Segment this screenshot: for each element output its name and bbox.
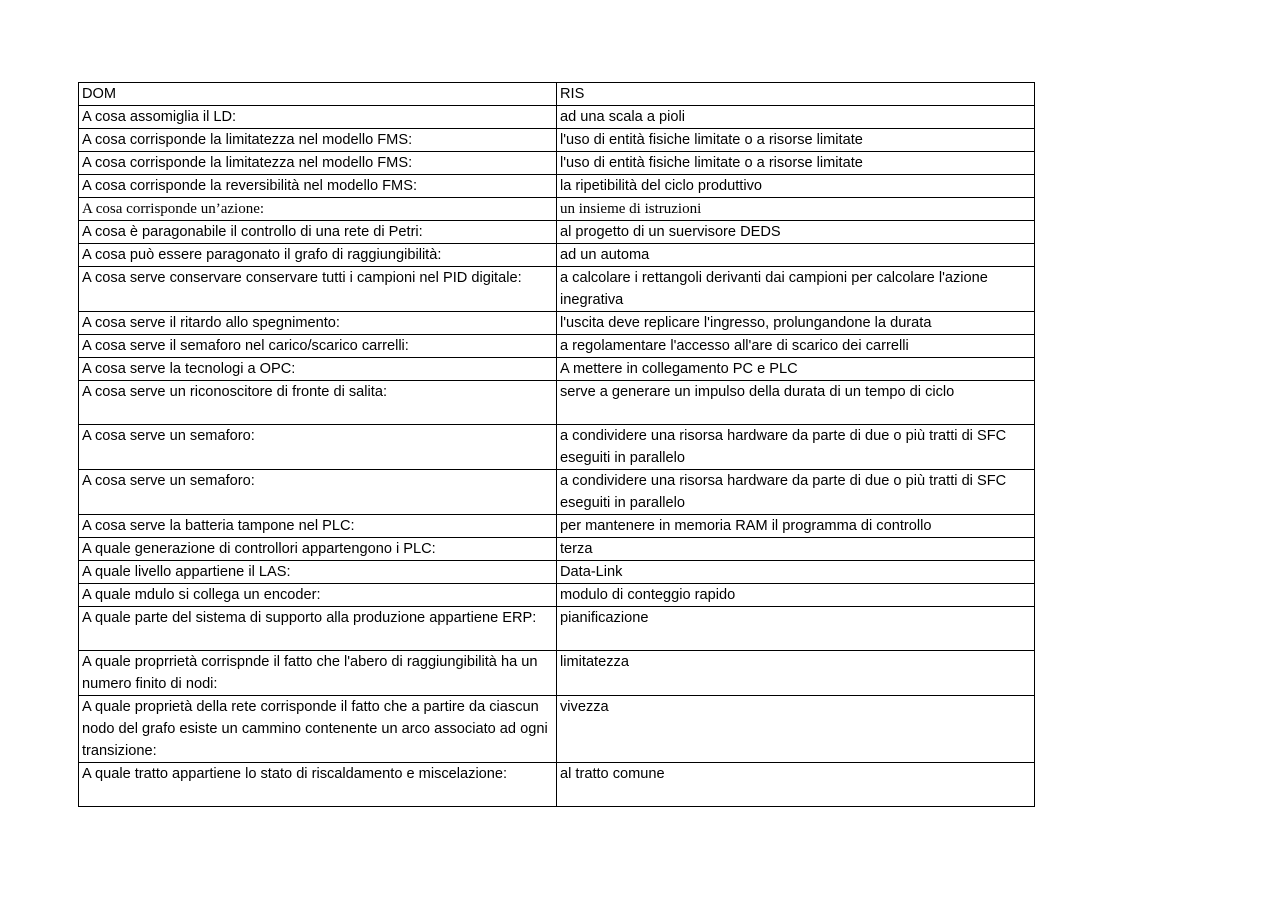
question-cell: A cosa serve un riconoscitore di fronte di salita:	[79, 381, 557, 425]
table-row	[79, 198, 1035, 221]
question-cell: A quale generazione di controllori appartengono i PLC:	[79, 538, 557, 561]
answer-cell: la ripetibilità del ciclo produttivo	[557, 175, 1035, 198]
question-cell: A quale proprrietà corrispnde il fatto che l'abero di raggiungibilità ha un numero finito di nodi:	[79, 651, 557, 696]
table-row	[79, 244, 1035, 267]
answer-cell: per mantenere in memoria RAM il programma di controllo	[557, 515, 1035, 538]
table-row	[79, 312, 1035, 335]
answer-cell: modulo di conteggio rapido	[557, 584, 1035, 607]
table-row	[79, 129, 1035, 152]
question-cell: A cosa serve la tecnologi a OPC:	[79, 358, 557, 381]
qa-table	[78, 82, 1035, 807]
table-row	[79, 425, 1035, 470]
header-ris: RIS	[557, 83, 1035, 106]
question-cell: A quale tratto appartiene lo stato di riscaldamento e miscelazione:	[79, 763, 557, 807]
answer-cell: ad un automa	[557, 244, 1035, 267]
question-cell: A cosa corrisponde la reversibilità nel modello FMS:	[79, 175, 557, 198]
question-cell: A cosa serve la batteria tampone nel PLC:	[79, 515, 557, 538]
answer-cell: l'uso di entità fisiche limitate o a risorse limitate	[557, 129, 1035, 152]
question-cell: A quale mdulo si collega un encoder:	[79, 584, 557, 607]
table-row	[79, 515, 1035, 538]
answer-cell: a calcolare i rettangoli derivanti dai campioni per calcolare l'azione inegrativa	[557, 267, 1035, 312]
table-row	[79, 561, 1035, 584]
answer-cell: un insieme di istruzioni	[557, 198, 1035, 221]
answer-cell: pianificazione	[557, 607, 1035, 651]
question-cell: A cosa serve un semaforo:	[79, 470, 557, 515]
table-row	[79, 358, 1035, 381]
answer-cell: vivezza	[557, 696, 1035, 763]
table-row	[79, 175, 1035, 198]
question-cell: A quale parte del sistema di supporto alla produzione appartiene ERP:	[79, 607, 557, 651]
table-row	[79, 335, 1035, 358]
answer-cell: A mettere in collegamento PC e PLC	[557, 358, 1035, 381]
table-row	[79, 152, 1035, 175]
question-cell: A cosa è paragonabile il controllo di una rete di Petri:	[79, 221, 557, 244]
question-cell: A cosa serve conservare conservare tutti i campioni nel PID digitale:	[79, 267, 557, 312]
table-row	[79, 106, 1035, 129]
question-cell: A cosa corrisponde la limitatezza nel modello FMS:	[79, 129, 557, 152]
answer-cell: al tratto comune	[557, 763, 1035, 807]
answer-cell: terza	[557, 538, 1035, 561]
answer-cell: serve a generare un impulso della durata di un tempo di ciclo	[557, 381, 1035, 425]
answer-cell: ad una scala a pioli	[557, 106, 1035, 129]
question-cell: A quale livello appartiene il LAS:	[79, 561, 557, 584]
answer-cell: Data-Link	[557, 561, 1035, 584]
answer-cell: l'uso di entità fisiche limitate o a risorse limitate	[557, 152, 1035, 175]
qa-table-body	[79, 83, 1035, 807]
question-cell: A cosa assomiglia il LD:	[79, 106, 557, 129]
header-row	[79, 83, 1035, 106]
question-cell: A cosa corrisponde la limitatezza nel modello FMS:	[79, 152, 557, 175]
answer-cell: al progetto di un suervisore DEDS	[557, 221, 1035, 244]
question-cell: A cosa può essere paragonato il grafo di raggiungibilità:	[79, 244, 557, 267]
question-cell: A cosa corrisponde un’azione:	[79, 198, 557, 221]
question-cell: A cosa serve il semaforo nel carico/scarico carrelli:	[79, 335, 557, 358]
table-row	[79, 267, 1035, 312]
table-row	[79, 651, 1035, 696]
table-row	[79, 538, 1035, 561]
answer-cell: limitatezza	[557, 651, 1035, 696]
table-row	[79, 381, 1035, 425]
table-row	[79, 607, 1035, 651]
question-cell: A quale proprietà della rete corrisponde il fatto che a partire da ciascun nodo del grafo esiste un cammino contenente un arco associato ad ogni transizione:	[79, 696, 557, 763]
table-row	[79, 696, 1035, 763]
table-row	[79, 221, 1035, 244]
question-cell: A cosa serve un semaforo:	[79, 425, 557, 470]
answer-cell: l'uscita deve replicare l'ingresso, prolungandone la durata	[557, 312, 1035, 335]
answer-cell: a regolamentare l'accesso all'are di scarico dei carrelli	[557, 335, 1035, 358]
table-row	[79, 470, 1035, 515]
table-row	[79, 763, 1035, 807]
header-dom: DOM	[79, 83, 557, 106]
table-row	[79, 584, 1035, 607]
answer-cell: a condividere una risorsa hardware da parte di due o più tratti di SFC eseguiti in parallelo	[557, 425, 1035, 470]
question-cell: A cosa serve il ritardo allo spegnimento:	[79, 312, 557, 335]
answer-cell: a condividere una risorsa hardware da parte di due o più tratti di SFC eseguiti in parallelo	[557, 470, 1035, 515]
